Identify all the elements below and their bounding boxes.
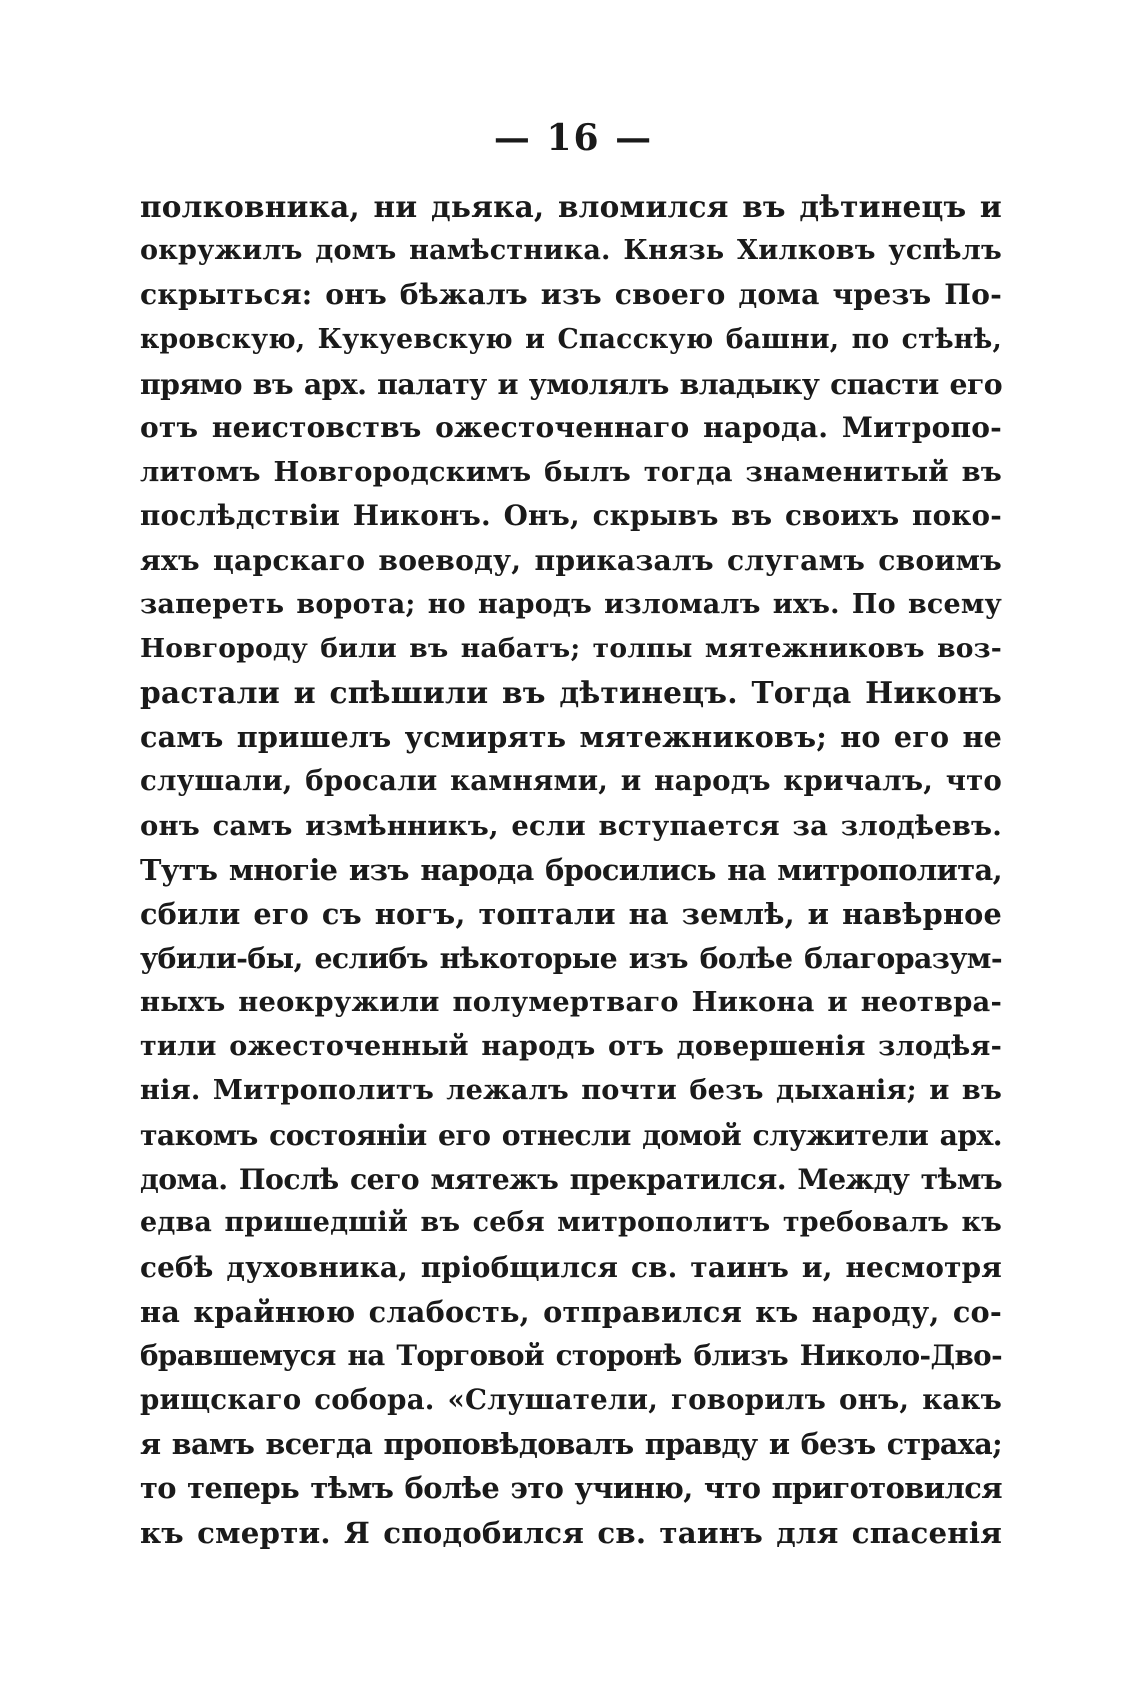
text-line: яхъ царскаго воеводу, приказалъ слугамъ своимъ	[140, 543, 1002, 577]
text-line: такомъ состояніи его отнесли домой служители арх.	[140, 1117, 1002, 1152]
text-line: рищскаго собора. «Слушатели, говорилъ онъ, какъ	[140, 1383, 1002, 1417]
text-line: на крайнюю слабость, отправился къ народу, со-	[140, 1294, 1002, 1329]
text-line: Новгороду били въ набатъ; толпы мятежниковъ воз-	[140, 632, 1002, 664]
text-line: полковника, ни дьяка, вломился въ дѣтинецъ и	[140, 189, 1002, 224]
text-line: прямо въ арх. палату и умолялъ владыку спасти его	[140, 366, 1002, 401]
text-line: слушали, бросали камнями, и народъ кричалъ, что	[140, 764, 1002, 798]
text-line: кровскую, Кукуевскую и Спасскую башни, по стѣнѣ,	[140, 323, 1002, 355]
text-line: къ смерти. Я сподобился св. таинъ для спасенія	[140, 1515, 1002, 1550]
text-line: я вамъ всегда проповѣдовалъ правду и безъ страха;	[140, 1427, 1002, 1462]
text-line: едва пришедшій въ себя митрополитъ требовалъ къ	[140, 1207, 1002, 1239]
page-number: — 16 —	[493, 117, 654, 159]
text-line: ныхъ неокружили полумертваго Никона и неотвра-	[140, 986, 1002, 1019]
text-line: убили-бы, еслибъ нѣкоторые изъ болѣе благоразум-	[140, 941, 1002, 976]
text-line: растали и спѣшили въ дѣтинецъ. Тогда Никонъ	[140, 675, 1002, 711]
text-line: тили ожесточенный народъ отъ довершенія злодѣя-	[140, 1030, 1002, 1062]
text-line: послѣдствіи Никонъ. Онъ, скрывъ въ своихъ поко-	[140, 499, 1002, 533]
text-line: онъ самъ измѣнникъ, если вступается за злодѣевъ.	[140, 809, 1002, 842]
text-line: Тутъ многіе изъ народа бросились на митрополита,	[140, 852, 1002, 887]
body-text	[140, 185, 1002, 1555]
text-line: сбили его съ ногъ, топтали на землѣ, и навѣрное	[140, 897, 1002, 931]
text-line: скрыться: онъ бѣжалъ изъ своего дома чрезъ По-	[140, 278, 1002, 312]
text-line: себѣ духовника, пріобщился св. таинъ и, несмотря	[140, 1250, 1002, 1284]
text-line: самъ пришелъ усмирять мятежниковъ; но его не	[140, 720, 1002, 755]
text-line: литомъ Новгородскимъ былъ тогда знаменитый въ	[140, 456, 1002, 489]
text-line: запереть ворота; но народъ изломалъ ихъ. По всему	[140, 588, 1002, 620]
text-line: окружилъ домъ намѣстника. Князь Хилковъ успѣлъ	[140, 235, 1002, 267]
text-line: нія. Митрополитъ лежалъ почти безъ дыханія; и въ	[140, 1074, 1002, 1106]
text-line: то теперь тѣмъ болѣе это учиню, что приготовился	[140, 1471, 1002, 1506]
text-line: дома. Послѣ сего мятежъ прекратился. Между тѣмъ	[140, 1162, 1002, 1197]
text-line: отъ неистовствъ ожесточеннаго народа. Митропо-	[140, 410, 1002, 444]
text-line: бравшемуся на Торговой сторонѣ близъ Николо-Дво-	[140, 1338, 1002, 1372]
